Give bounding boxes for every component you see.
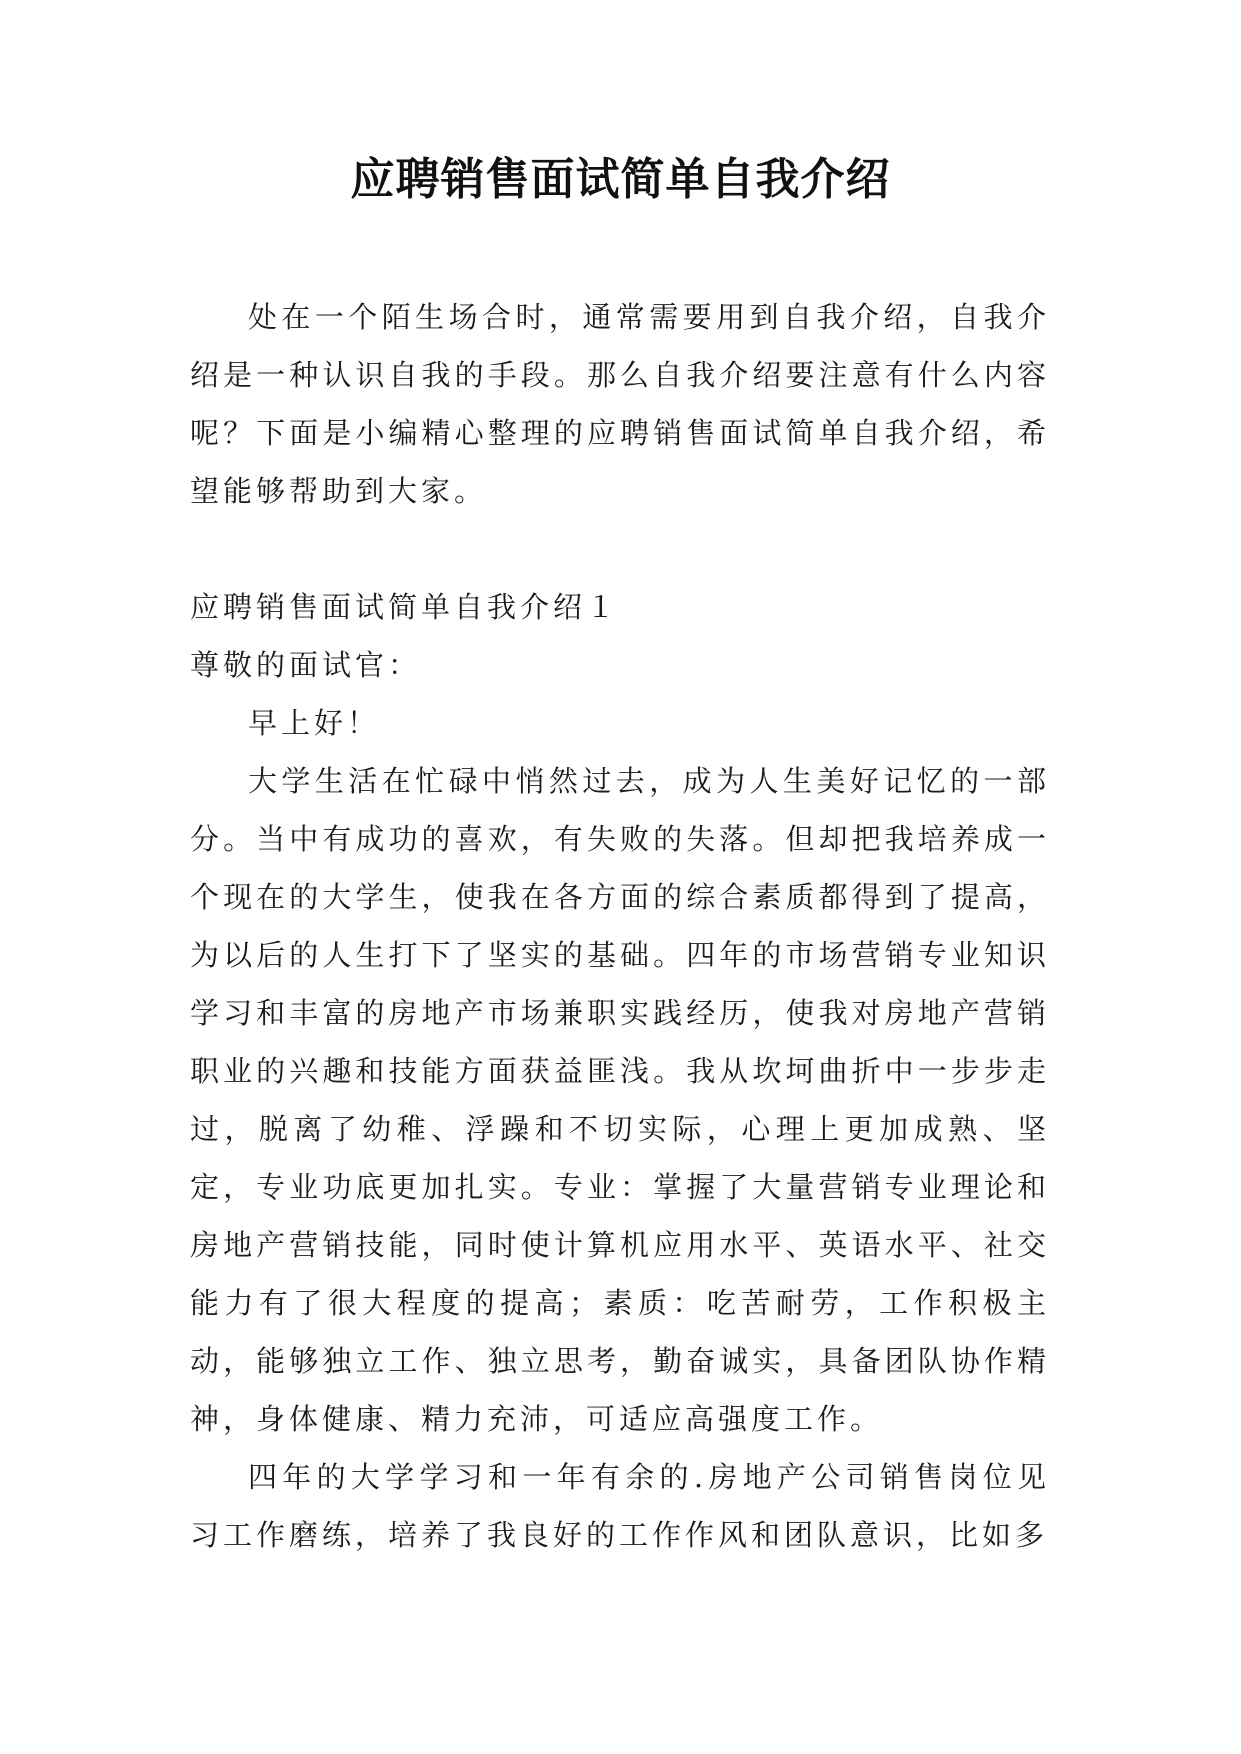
salutation: 尊敬的面试官： — [190, 648, 422, 682]
intro-paragraph: 处在一个陌生场合时，通常需要用到自我介绍，自我介绍是一种认识自我的手段。那么自我介绍要注意有什么内容呢？下面是小编精心整理的应聘销售面试简单自我介绍，希望能够帮助到大家。 — [190, 300, 1050, 508]
section-heading: 应聘销售面试简单自我介绍１ — [190, 590, 620, 624]
document-title: 应聘销售面试简单自我介绍 — [350, 154, 891, 205]
document-body — [190, 288, 1050, 1564]
body-paragraph-1: 大学生活在忙碌中悄然过去，成为人生美好记忆的一部分。当中有成功的喜欢，有失败的失落。但却把我培养成一个现在的大学生，使我在各方面的综合素质都得到了提高，为以后的人生打下了坚实的基础。四年的市场营销专业知识学习和丰富的房地产市场兼职实践经历，使我对房地产营销职业的兴趣和技能方面获益匪浅。我从坎坷曲折中一步步走过，脱离了幼稚、浮躁和不切实际，心理上更加成熟、坚定，专业功底更加扎实。专业：掌握了大量营销专业理论和房地产营销技能，同时使计算机应用水平、英语水平、社交能力有了很大程度的提高；素质：吃苦耐劳，工作积极主动，能够独立工作、独立思考，勤奋诚实，具备团队协作精神，身体健康、精力充沛，可适应高强度工作。 — [190, 764, 1050, 1436]
greeting: 早上好！ — [248, 706, 381, 740]
body-paragraph-2: 四年的大学学习和一年有余的.房地产公司销售岗位见习工作磨练，培养了我良好的工作作风和团队意识，比如多 — [190, 1460, 1050, 1552]
paragraph-gap — [190, 520, 1050, 578]
